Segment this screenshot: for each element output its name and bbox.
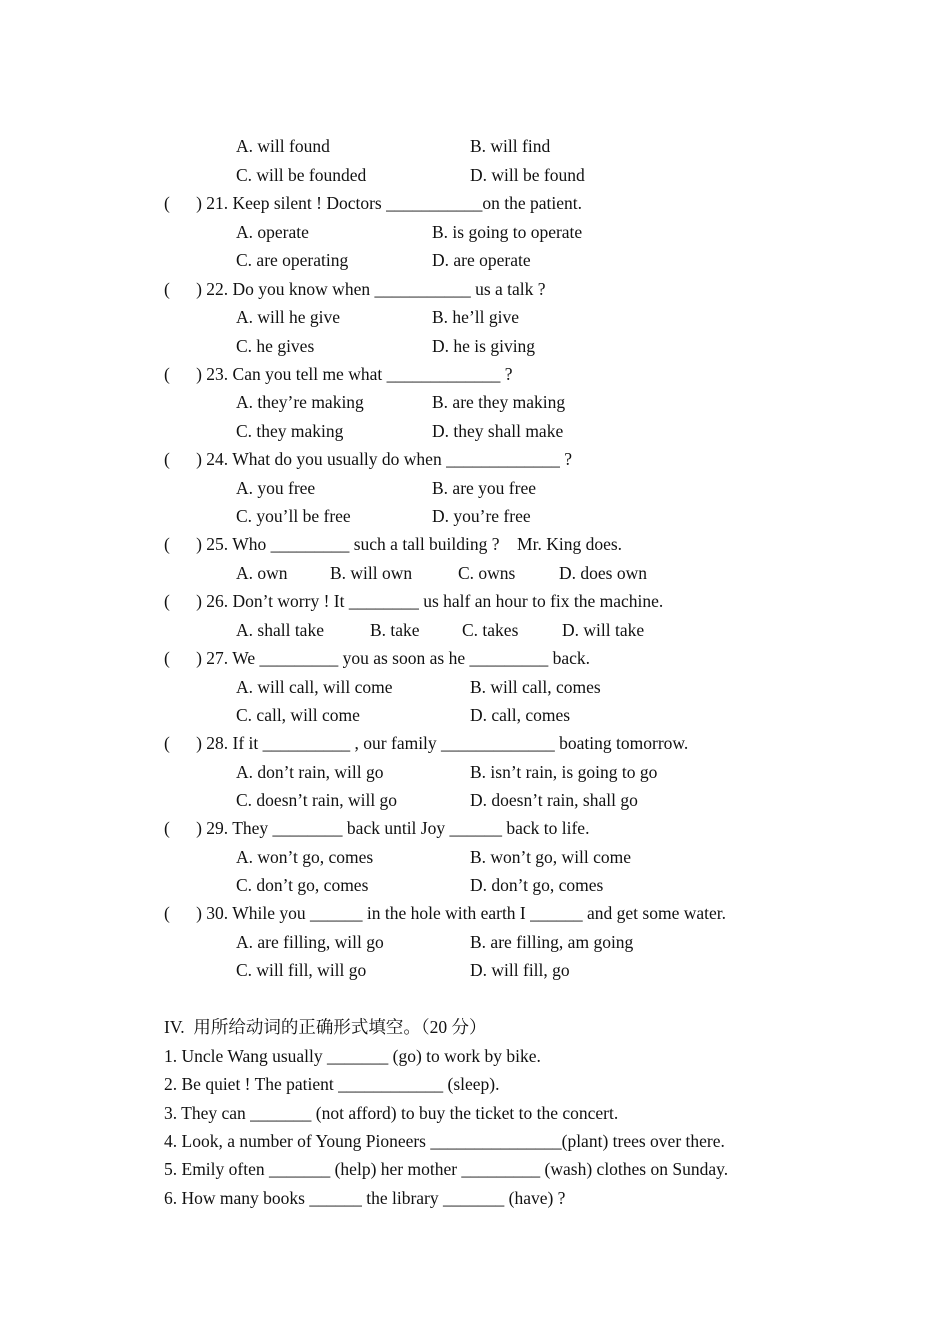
- q30-option-c: C. will fill, will go: [236, 960, 367, 980]
- q28-option-d: D. doesn’t rain, shall go: [470, 790, 638, 810]
- q24-stem: ( ) 24. What do you usually do when _____________ ?: [164, 449, 572, 469]
- q27-option-d: D. call, comes: [470, 705, 571, 725]
- q21-option-c: C. are operating: [236, 250, 349, 270]
- fill-item-1: 1. Uncle Wang usually _______ (go) to work by bike.: [164, 1046, 541, 1066]
- q21-option-d: D. are operate: [432, 250, 531, 270]
- q29-option-d: D. don’t go, comes: [470, 875, 604, 895]
- q23-option-d: D. they shall make: [432, 421, 564, 441]
- fill-item-3: 3. They can _______ (not afford) to buy the ticket to the concert.: [164, 1103, 619, 1123]
- q29-option-b: B. won’t go, will come: [470, 847, 632, 867]
- q23-option-a: A. they’re making: [236, 392, 364, 412]
- q30-stem: ( ) 30. While you ______ in the hole with earth I ______ and get some water.: [164, 903, 726, 923]
- q26-option-b: B. take: [370, 620, 420, 640]
- q25-option-d: D. does own: [559, 563, 647, 583]
- q27-option-b: B. will call, comes: [470, 677, 601, 697]
- q26-option-a: A. shall take: [236, 620, 324, 640]
- q27-option-a: A. will call, will come: [236, 677, 393, 697]
- q27-option-c: C. call, will come: [236, 705, 360, 725]
- q30-option-b: B. are filling, am going: [470, 932, 634, 952]
- q21-option-a: A. operate: [236, 222, 309, 242]
- q22-option-a: A. will he give: [236, 307, 341, 327]
- fill-item-6: 6. How many books ______ the library _______ (have) ?: [164, 1188, 566, 1208]
- q20-option-c: C. will be founded: [236, 165, 367, 185]
- q30-option-d: D. will fill, go: [470, 960, 570, 980]
- q20-option-d: D. will be found: [470, 165, 585, 185]
- fill-item-2: 2. Be quiet ! The patient ____________ (sleep).: [164, 1074, 500, 1094]
- q28-option-b: B. isn’t rain, is going to go: [470, 762, 658, 782]
- q27-stem: ( ) 27. We _________ you as soon as he _________ back.: [164, 648, 590, 668]
- q22-option-d: D. he is giving: [432, 336, 536, 356]
- q25-option-a: A. own: [236, 563, 288, 583]
- q25-option-c: C. owns: [458, 563, 516, 583]
- section-4-heading: IV. 用所给动词的正确形式填空。（20 分）: [164, 1017, 487, 1037]
- q29-option-a: A. won’t go, comes: [236, 847, 374, 867]
- q24-option-c: C. you’ll be free: [236, 506, 351, 526]
- q29-stem: ( ) 29. They ________ back until Joy ______ back to life.: [164, 818, 590, 838]
- q22-option-b: B. he’ll give: [432, 307, 519, 327]
- q26-option-d: D. will take: [562, 620, 645, 640]
- q23-stem: ( ) 23. Can you tell me what _____________ ?: [164, 364, 513, 384]
- q22-option-c: C. he gives: [236, 336, 315, 356]
- fill-item-5: 5. Emily often _______ (help) her mother _________ (wash) clothes on Sunday.: [164, 1159, 729, 1179]
- q22-stem: ( ) 22. Do you know when ___________ us a talk ?: [164, 279, 546, 299]
- q23-option-b: B. are they making: [432, 392, 566, 412]
- q28-option-a: A. don’t rain, will go: [236, 762, 384, 782]
- q30-option-a: A. are filling, will go: [236, 932, 384, 952]
- q25-stem: ( ) 25. Who _________ such a tall building ? Mr. King does.: [164, 534, 623, 554]
- q26-option-c: C. takes: [462, 620, 519, 640]
- q29-option-c: C. don’t go, comes: [236, 875, 369, 895]
- q20-option-a: A. will found: [236, 136, 330, 156]
- q21-option-b: B. is going to operate: [432, 222, 583, 242]
- q28-option-c: C. doesn’t rain, will go: [236, 790, 398, 810]
- fill-item-4: 4. Look, a number of Young Pioneers _______________(plant) trees over there.: [164, 1131, 725, 1151]
- q24-option-a: A. you free: [236, 478, 316, 498]
- q24-option-b: B. are you free: [432, 478, 536, 498]
- q23-option-c: C. they making: [236, 421, 344, 441]
- q20-option-b: B. will find: [470, 136, 551, 156]
- q25-option-b: B. will own: [330, 563, 413, 583]
- q21-stem: ( ) 21. Keep silent ! Doctors ___________on the patient.: [164, 193, 582, 213]
- q28-stem: ( ) 28. If it __________ , our family _____________ boating tomorrow.: [164, 733, 689, 753]
- q24-option-d: D. you’re free: [432, 506, 531, 526]
- q26-stem: ( ) 26. Don’t worry ! It ________ us half an hour to fix the machine.: [164, 591, 664, 611]
